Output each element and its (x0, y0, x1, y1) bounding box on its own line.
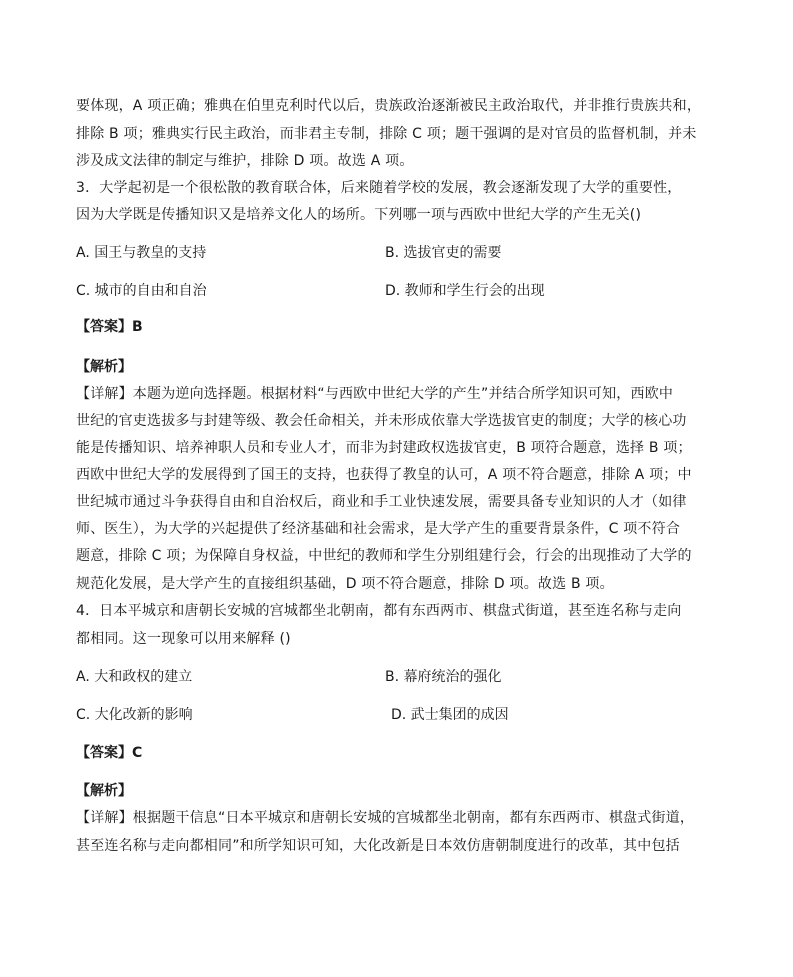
question-3-option-c: C. 城市的自由和自治 (76, 283, 207, 299)
question-3-option-b: B. 选拔官吏的需要 (385, 245, 502, 261)
question-3-detail-line: 题意，排除 C 项；为保障自身权益，中世纪的教师和学生分别组建行会，行会的出现推动了大学的 (76, 548, 692, 564)
question-4-option-b: B. 幕府统治的强化 (385, 669, 502, 685)
intro-line: 排除 B 项；雅典实行民主政治，而非君主专制，排除 C 项；题干强调的是对官员的监督机制，并未 (76, 126, 697, 142)
question-4-option-a: A. 大和政权的建立 (76, 669, 193, 685)
question-3-detail-line: 西欧中世纪大学的发展得到了国王的支持，也获得了教皇的认可，A 项不符合题意，排除 A 项；中 (76, 467, 692, 483)
question-4-detail-line: 甚至连名称与走向都相同”和所学知识可知，大化改新是日本效仿唐朝制度进行的改革，其中包括 (76, 838, 680, 854)
question-4-option-c: C. 大化改新的影响 (76, 707, 193, 723)
question-4-analysis-label: 【解析】 (76, 783, 132, 799)
question-3-detail-line: 世纪的官吏选拔多与封建等级、教会任命相关，并未形成依靠大学选拔官吏的制度；大学的核心功 (76, 413, 687, 429)
question-4-detail-line: 【详解】根据题干信息“日本平城京和唐朝长安城的宫城都坐北朝南，都有东西两市、棋盘式街道， (76, 810, 695, 826)
question-3-detail-line: 【详解】本题为逆向选择题。根据材料“与西欧中世纪大学的产生”并结合所学知识可知，西欧中 (76, 386, 674, 402)
question-3-detail-line: 世纪城市通过斗争获得自由和自治权后，商业和手工业快速发展，需要具备专业知识的人才（如律 (76, 494, 687, 510)
question-4-answer: 【答案】C (76, 745, 143, 761)
question-3-detail-line: 能是传播知识、培养神职人员和专业人才，而非为封建政权选拔官吏，B 项符合题意，选择 B 项； (76, 440, 692, 456)
question-3-detail-line: 师、医生），为大学的兴起提供了经济基础和社会需求，是大学产生的重要背景条件，C 项不符合 (76, 521, 681, 537)
question-4-option-d: D. 武士集团的成因 (391, 707, 509, 723)
intro-line: 涉及成文法律的制定与维护，排除 D 项。故选 A 项。 (76, 153, 414, 169)
question-4-stem: 4．日本平城京和唐朝长安城的宫城都坐北朝南，都有东西两市、棋盘式街道，甚至连名称与走向 (76, 603, 682, 619)
question-3-detail-line: 规范化发展，是大学产生的直接组织基础，D 项不符合题意，排除 D 项。故选 B 项。 (76, 576, 614, 592)
question-3-stem: 因为大学既是传播知识又是培养文化人的场所。下列哪一项与西欧中世纪大学的产生无关() (76, 207, 642, 223)
question-3-option-d: D. 教师和学生行会的出现 (385, 283, 545, 299)
question-3-option-a: A. 国王与教皇的支持 (76, 245, 207, 261)
question-3-analysis-label: 【解析】 (76, 359, 132, 375)
question-3-stem: 3．大学起初是一个很松散的教育联合体，后来随着学校的发展，教会逐渐发现了大学的重要性， (76, 180, 682, 196)
intro-line: 要体现，A 项正确；雅典在伯里克利时代以后，贵族政治逐渐被民主政治取代，并非推行贵族共和， (76, 98, 702, 114)
question-4-stem: 都相同。这一现象可以用来解释 () (76, 631, 291, 647)
question-3-answer: 【答案】B (76, 319, 143, 335)
